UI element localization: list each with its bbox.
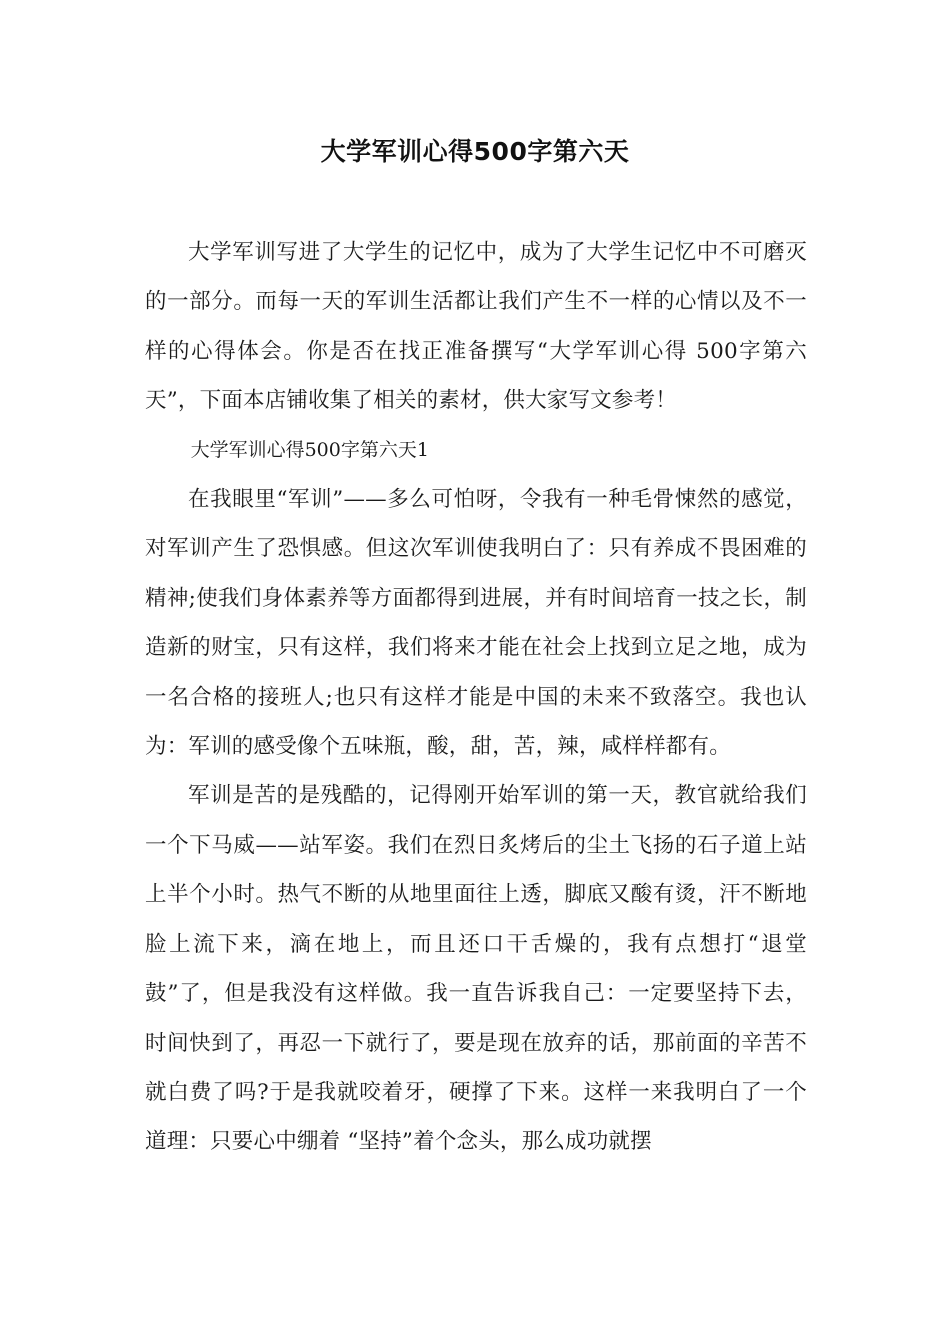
intro-paragraph: 大学军训写进了大学生的记忆中，成为了大学生记忆中不可磨灭的一部分。而每一天的军训生活都让我们产生不一样的心情以及不一样的心得体会。你是否在找正准备撰写“大学军训心得 500字第六天”，下面本店铺收集了相关的素材，供大家写文参考！ (145, 240, 807, 414)
document-body (145, 228, 807, 1167)
document-title: 大学军训心得500字第六天 (320, 137, 630, 166)
section-heading: 大学军训心得500字第六天1 (190, 438, 429, 461)
body-paragraph: 军训是苦的是残酷的，记得刚开始军训的第一天，教官就给我们一个下马威——站军姿。我们在烈日炙烤后的尘土飞扬的石子道上站上半个小时。热气不断的从地里面往上透，脚底又酸有烫，汗不断地脸上流下来，滴在地上，而且还口干舌燥的，我有点想打“退堂鼓”了，但是我没有这样做。我一直告诉我自己：一定要坚持下去，时间快到了，再忍一下就行了，要是现在放弃的话，那前面的辛苦不就白费了吗?于是我就咬着牙，硬撑了下来。这样一来我明白了一个道理：只要心中绷着 “坚持”着个念头，那么成功就摆 (145, 783, 807, 1155)
body-paragraph: 在我眼里“军训”——多么可怕呀，令我有一种毛骨悚然的感觉，对军训产生了恐惧感。但这次军训使我明白了：只有养成不畏困难的精神;使我们身体素养等方面都得到进展，并有时间培育一技之长，制造新的财宝，只有这样，我们将来才能在社会上找到立足之地，成为一名合格的接班人;也只有这样才能是中国的未来不致落空。我也认为：军训的感受像个五味瓶，酸，甜，苦，辣，咸样样都有。 (145, 487, 807, 760)
